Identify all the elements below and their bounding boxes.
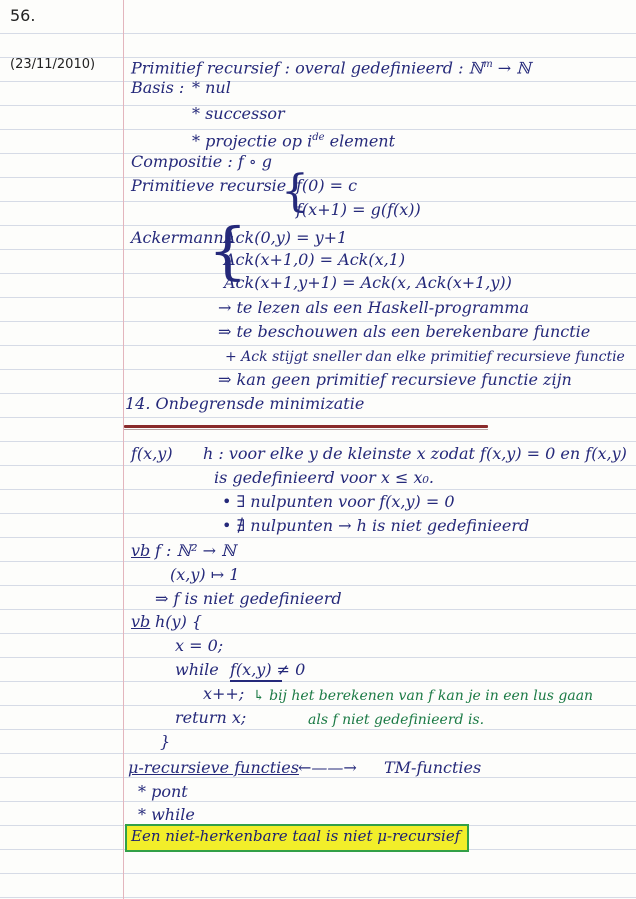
mu-label: μ-recursieve functies (128, 758, 299, 777)
prim-recursie-label: Primitieve recursie : (131, 176, 297, 195)
section-14-title: 14. Onbegrensde minimizatie (125, 394, 365, 413)
prim-rec-2: f(x+1) = g(f(x)) (296, 200, 421, 219)
ack-note-3: + Ack stijgt sneller dan elke primitief recursieve functie (225, 349, 625, 365)
code-while-condition: f(x,y) ≠ 0 (230, 660, 306, 679)
basis-3-a: * projectie op i (192, 131, 313, 151)
h-definition-2: is gedefinieerd voor x ≤ x₀. (214, 468, 435, 487)
code-line-3: x++; (203, 684, 245, 703)
ack-3: Ack(x+1,y+1) = Ack(x, Ack(x+1,y)) (224, 273, 512, 292)
mu-item-while: * while (138, 805, 195, 824)
basis-item-nul: * nul (192, 78, 231, 97)
vb1-line-3: ⇒ f is niet gedefinieerd (155, 589, 342, 608)
prim-title-sup: m (483, 59, 493, 70)
mu-arrow: ←——→ (298, 758, 357, 777)
ackermann-label: Ackermann : (131, 228, 235, 247)
h-bullet-1: • ∃ nulpunten voor f(x,y) = 0 (222, 492, 455, 511)
h-definition-1: h : voor elke y de kleinste x zodat f(x,y) = 0 en f(x,y) (203, 444, 627, 463)
conclusion-text: Een niet-herkenbare taal is niet μ-recursief (131, 827, 461, 845)
basis-item-successor: * successor (192, 104, 285, 123)
code-line-4: return x; (175, 708, 247, 727)
date: (23/11/2010) (10, 57, 96, 72)
compositie: Compositie : f ∘ g (131, 152, 273, 171)
tm-label: TM-functies (384, 758, 482, 777)
prim-rec-1: f(0) = c (296, 176, 358, 195)
vb1-line-1: f : ℕ² → ℕ (155, 541, 236, 560)
prim-recursie-brace: { (281, 166, 309, 217)
basis-label: Basis : (131, 78, 185, 97)
vb1-label: vb (131, 541, 151, 560)
fxy-label: f(x,y) (131, 444, 173, 463)
page-number: 56. (10, 6, 36, 25)
section-divider-shadow (124, 429, 488, 430)
code-note-1: ↳ bij het berekenen van f kan je in een lus gaan (253, 688, 594, 704)
prim-title (131, 55, 531, 78)
vb2-line-1: h(y) { (155, 612, 203, 631)
code-while-keyword: while (175, 660, 219, 679)
basis-3-b: element (329, 131, 396, 151)
ack-note-4: ⇒ kan geen primitief recursieve functie zijn (218, 370, 572, 389)
code-line-1: x = 0; (175, 636, 224, 655)
ack-2: Ack(x+1,0) = Ack(x,1) (224, 250, 406, 269)
ack-note-2: ⇒ te beschouwen als een berekenbare functie (218, 322, 591, 341)
condition-underline (230, 680, 282, 682)
basis-item-projectie (192, 128, 395, 151)
ack-1: Ack(0,y) = y+1 (224, 228, 348, 247)
prim-title-text: Primitief recursief : overal gedefinieerd : ℕ (131, 58, 484, 78)
vb2-label: vb (131, 612, 151, 631)
vb1-line-2: (x,y) ↦ 1 (170, 565, 240, 584)
margin-line (123, 0, 124, 899)
ack-note-1: → te lezen als een Haskell-programma (218, 298, 529, 317)
prim-title-arrow: → ℕ (497, 58, 531, 78)
code-note-2: als f niet gedefinieerd is. (308, 712, 485, 728)
section-divider (124, 425, 488, 428)
basis-3-sup: de (312, 132, 325, 143)
mu-item-pont: * pont (138, 782, 188, 801)
ackermann-brace: { (208, 214, 248, 287)
code-line-5: } (160, 732, 171, 751)
h-bullet-2: • ∄ nulpunten → h is niet gedefinieerd (222, 516, 530, 535)
